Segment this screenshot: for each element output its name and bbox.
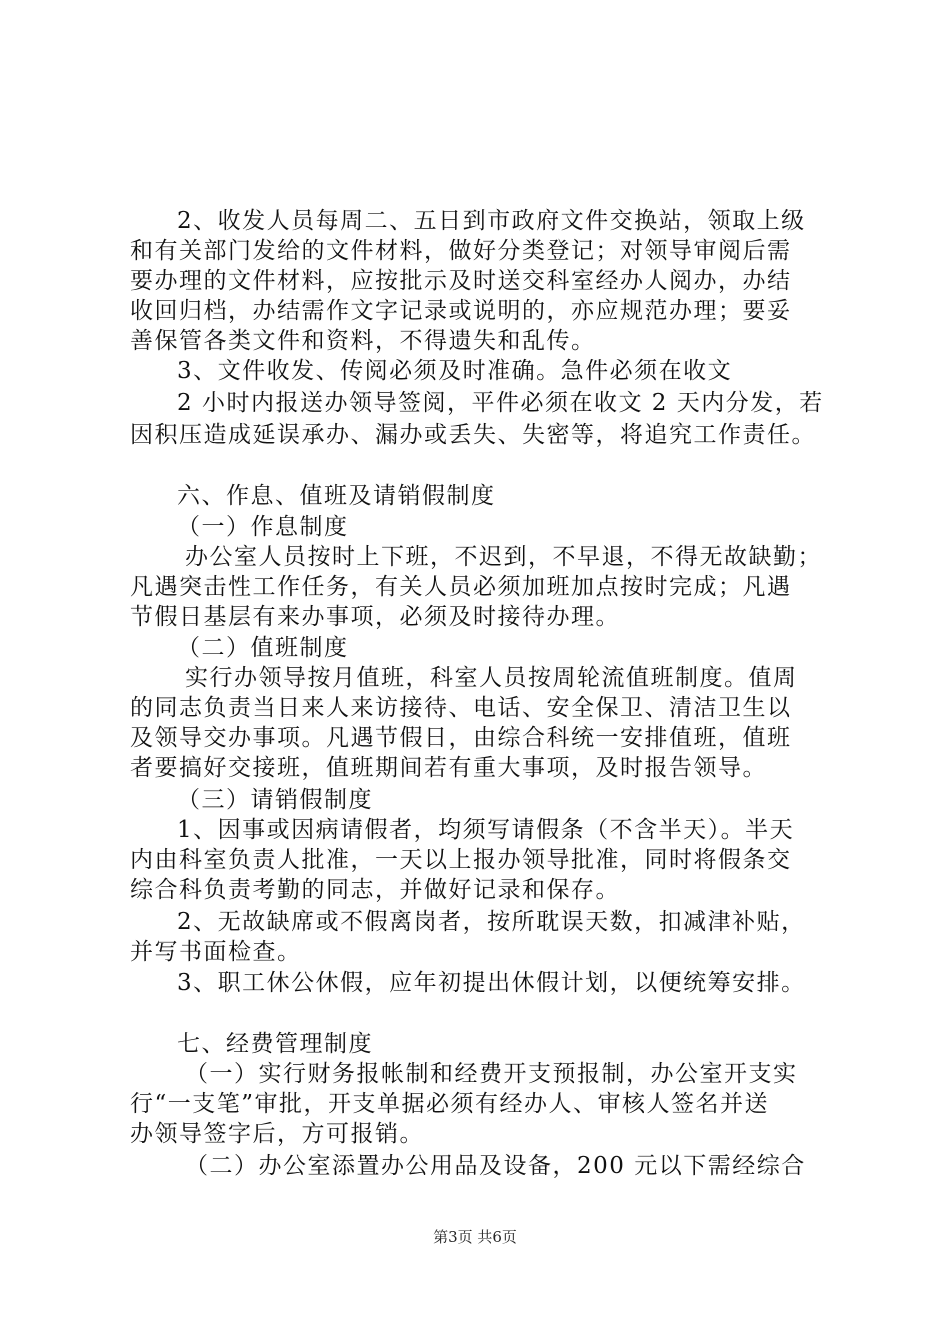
text-line: 因积压造成延误承办、漏办或丢失、失密等，将追究工作责任。 (130, 422, 816, 448)
text-line: 2、收发人员每周二、五日到市政府文件交换站，领取上级 (177, 208, 806, 234)
text-line: 行“一支笔”审批，开支单据必须有经办人、审核人签名并送 (130, 1091, 770, 1117)
subsection-heading: （二）值班制度 (177, 635, 349, 661)
text-line: （一）实行财务报帐制和经费开支预报制，办公室开支实 (185, 1061, 798, 1087)
text-line: 3、文件收发、传阅必须及时准确。急件必须在收文 (177, 358, 733, 384)
subsection-heading: （三）请销假制度 (177, 787, 373, 813)
section-heading: 七、经费管理制度 (177, 1031, 373, 1057)
text-line: 节假日基层有来办事项，必须及时接待办理。 (130, 604, 620, 630)
page-footer: 第3页 共6页 (433, 1228, 517, 1246)
text-line: 收回归档，办结需作文字记录或说明的，亦应规范办理；要妥 (130, 298, 792, 324)
text-line: 3、职工休公休假，应年初提出休假计划，以便统筹安排。 (177, 970, 806, 996)
text-line: 要办理的文件材料，应按批示及时送交科室经办人阅办，办结 (130, 268, 792, 294)
text-line: 办领导签字后，方可报销。 (130, 1121, 424, 1147)
text-line: 办公室人员按时上下班，不迟到，不早退，不得无故缺勤； (185, 544, 822, 570)
text-line: 的同志负责当日来人来访接待、电话、安全保卫、清洁卫生以 (130, 695, 792, 721)
text-line: 综合科负责考勤的同志，并做好记录和保存。 (130, 877, 620, 903)
text-line: 1、因事或因病请假者，均须写请假条（不含半天）。半天 (177, 817, 795, 843)
text-line: 凡遇突击性工作任务，有关人员必须加班加点按时完成；凡遇 (130, 574, 792, 600)
text-line: 及领导交办事项。凡遇节假日，由综合科统一安排值班，值班 (130, 725, 792, 751)
text-line: 并写书面检查。 (130, 939, 302, 965)
text-line: 2 小时内报送办领导签阅，平件必须在收文 2 天内分发，若 (177, 390, 824, 416)
text-line: 内由科室负责人批准，一天以上报办领导批准，同时将假条交 (130, 847, 792, 873)
text-line: 和有关部门发给的文件材料，做好分类登记；对领导审阅后需 (130, 238, 792, 264)
text-line: 善保管各类文件和资料，不得遗失和乱传。 (130, 328, 596, 354)
text-line: 2、无故缺席或不假离岗者，按所耽误天数，扣减津补贴， (177, 909, 806, 935)
text-line: （二）办公室添置办公用品及设备，200 元以下需经综合 (185, 1153, 806, 1179)
text-line: 实行办领导按月值班，科室人员按周轮流值班制度。值周 (185, 665, 798, 691)
text-line: 者要搞好交接班，值班期间若有重大事项，及时报告领导。 (130, 755, 767, 781)
section-heading: 六、作息、值班及请销假制度 (177, 483, 496, 509)
subsection-heading: （一）作息制度 (177, 514, 349, 540)
